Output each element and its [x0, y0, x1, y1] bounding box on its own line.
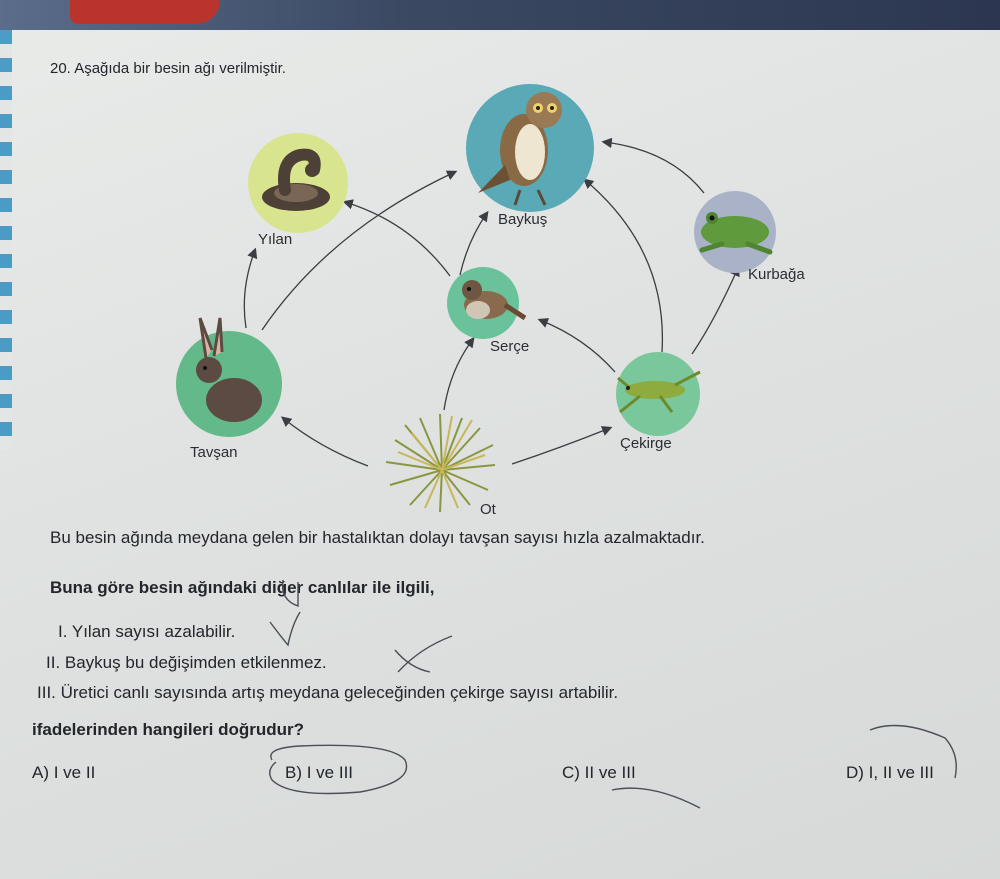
label-baykus: Baykuş: [498, 211, 548, 228]
arrow-grass-to-rabbit: [283, 418, 368, 466]
label-kurbaga: Kurbağa: [748, 266, 805, 283]
statement-3: III. Üretici canlı sayısında artış meydana geleceğinden çekirge sayısı artabilir.: [37, 683, 619, 702]
snake-illustration: [248, 133, 348, 233]
arrow-grass-to-grasshopper: [512, 428, 610, 464]
statement-2: II. Baykuş bu değişimden etkilenmez.: [46, 653, 327, 672]
label-tavsan: Tavşan: [190, 444, 238, 461]
grasshopper-illustration: [616, 352, 700, 436]
arrow-grass-to-sparrow: [444, 339, 473, 410]
arrow-sparrow-to-snake: [345, 202, 450, 276]
option-a[interactable]: A) I ve II: [32, 763, 96, 782]
pen-stroke-option-c: [612, 788, 700, 808]
arrow-sparrow-to-owl: [460, 213, 487, 275]
owl-illustration: [466, 84, 594, 212]
label-ot: Ot: [480, 501, 496, 518]
prompt-text: Buna göre besin ağındaki diğer canlılar ile ilgili,: [50, 578, 435, 597]
label-serce: Serçe: [490, 338, 530, 355]
option-b[interactable]: B) I ve III: [285, 763, 354, 782]
statement-1: I. Yılan sayısı azalabilir.: [58, 622, 236, 641]
rabbit-illustration: [176, 318, 282, 437]
frog-illustration: [694, 191, 776, 273]
ask-text: ifadelerinden hangileri doğrudur?: [32, 720, 305, 739]
pen-check-statement-1: [270, 612, 300, 645]
option-c[interactable]: C) II ve III: [562, 763, 636, 782]
arrow-grasshopper-to-owl: [585, 180, 662, 352]
sparrow-illustration: [447, 267, 525, 339]
grass-illustration: [386, 414, 495, 512]
question-title: 20. Aşağıda bir besin ağı verilmiştir.: [50, 60, 286, 77]
label-yilan: Yılan: [258, 231, 293, 248]
arrow-rabbit-to-snake: [244, 250, 255, 328]
pen-x-statement-2: [395, 636, 452, 672]
scenario-text: Bu besin ağında meydana gelen bir hastalıktan dolayı tavşan sayısı hızla azalmaktadır.: [50, 528, 705, 547]
option-d[interactable]: D) I, II ve III: [846, 763, 934, 782]
arrow-frog-to-owl: [604, 142, 704, 193]
label-cekirge: Çekirge: [620, 435, 672, 452]
arrow-grasshopper-to-frog: [692, 268, 738, 354]
arrow-grasshopper-to-sparrow: [540, 320, 615, 372]
